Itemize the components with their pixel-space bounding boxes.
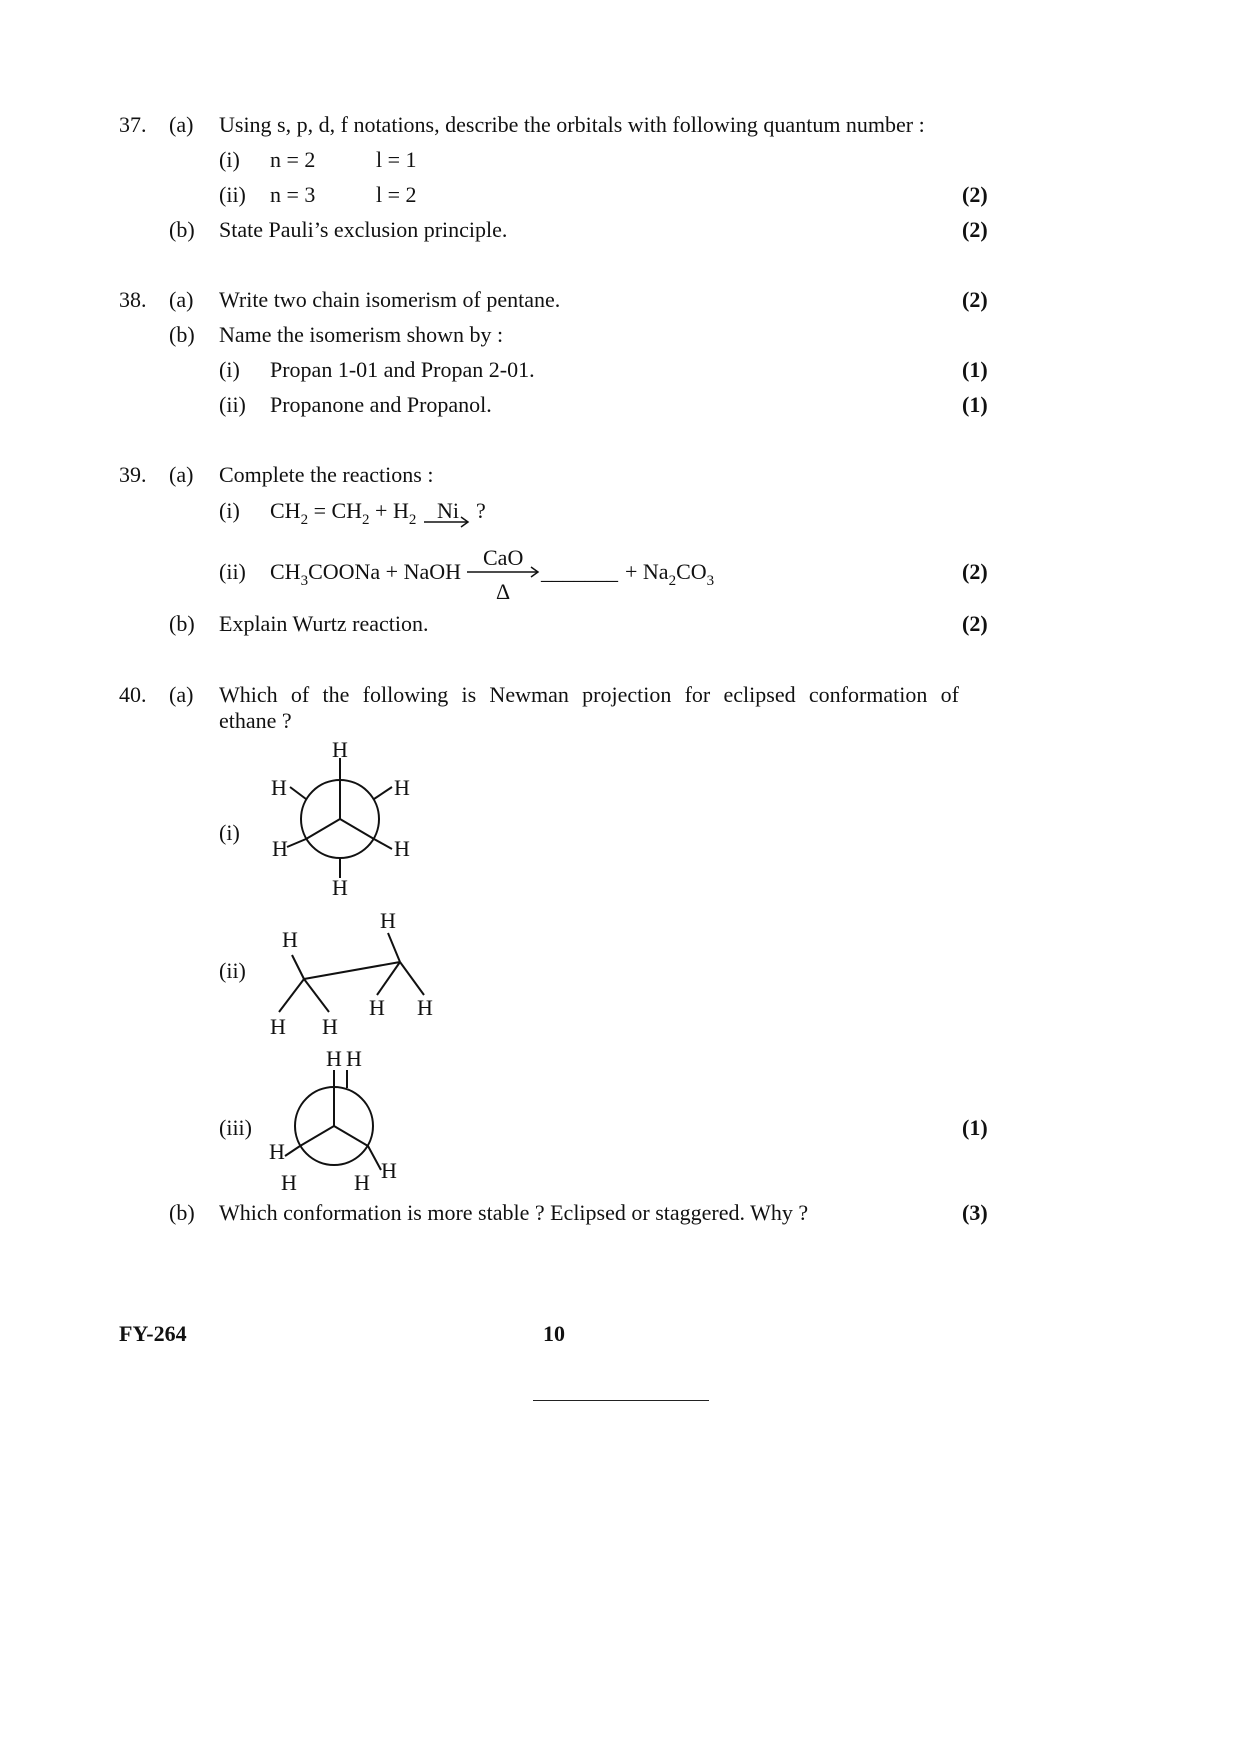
section-divider bbox=[533, 1400, 709, 1401]
marks: (2) bbox=[962, 611, 988, 636]
part-label: (a) bbox=[169, 462, 194, 487]
question-number: 40. bbox=[119, 682, 147, 707]
atom-label-h: H bbox=[332, 737, 348, 762]
atom-label-h: H bbox=[394, 775, 410, 800]
option-label: (i) bbox=[219, 820, 240, 845]
quantum-n: n = 2 bbox=[270, 147, 316, 172]
quantum-l: l = 2 bbox=[376, 182, 417, 207]
option-label: (iii) bbox=[219, 1115, 252, 1140]
marks: (2) bbox=[962, 217, 988, 242]
reaction-product: + $Na_2CO_3$ bbox=[625, 559, 715, 589]
question-number: 39. bbox=[119, 462, 147, 487]
question-text: Write two chain isomerism of pentane. bbox=[219, 287, 561, 312]
subpart-label: (i) bbox=[219, 147, 240, 172]
subpart-label: (ii) bbox=[219, 559, 246, 584]
part-label: (b) bbox=[169, 217, 195, 242]
subpart-label: (ii) bbox=[219, 392, 246, 417]
subpart-label: (ii) bbox=[219, 182, 246, 207]
part-label: (a) bbox=[169, 682, 194, 707]
atom-label-h: H bbox=[354, 1170, 370, 1195]
atom-label-h: H bbox=[282, 927, 298, 952]
reaction-condition: Δ bbox=[496, 579, 511, 604]
question-text: Using s, p, d, f notations, describe the orbitals with following quantum number : bbox=[219, 112, 925, 137]
answer-blank: _______ bbox=[541, 559, 618, 584]
atom-label-h: H bbox=[326, 1046, 342, 1071]
marks: (2) bbox=[962, 182, 988, 207]
atom-label-h: H bbox=[271, 775, 287, 800]
question-number: 38. bbox=[119, 287, 147, 312]
question-text: Name the isomerism shown by : bbox=[219, 322, 504, 347]
atom-label-h: H bbox=[281, 1170, 297, 1195]
reaction-equation: $CH_3COONa$ + NaOH bbox=[270, 559, 461, 589]
subpart-text: Propan 1-01 and Propan 2-01. bbox=[270, 357, 535, 382]
marks: (1) bbox=[962, 357, 988, 382]
question-text: Which conformation is more stable ? Eclipsed or staggered. Why ? bbox=[219, 1200, 809, 1225]
marks: (1) bbox=[962, 1115, 988, 1140]
subpart-text: Propanone and Propanol. bbox=[270, 392, 492, 417]
atom-label-h: H bbox=[394, 836, 410, 861]
reaction-catalyst: Ni bbox=[437, 498, 459, 523]
marks: (3) bbox=[962, 1200, 988, 1225]
part-label: (b) bbox=[169, 611, 195, 636]
quantum-l: l = 1 bbox=[376, 147, 417, 172]
question-text: Which of the following is Newman projection for eclipsed conformation of bbox=[219, 682, 959, 707]
question-text: Explain Wurtz reaction. bbox=[219, 611, 429, 636]
part-label: (b) bbox=[169, 322, 195, 347]
atom-label-h: H bbox=[380, 908, 396, 933]
atom-label-h: H bbox=[332, 875, 348, 900]
atom-label-h: H bbox=[369, 995, 385, 1020]
question-text-continued: ethane ? bbox=[219, 708, 292, 733]
part-label: (b) bbox=[169, 1200, 195, 1225]
atom-label-h: H bbox=[346, 1046, 362, 1071]
marks: (2) bbox=[962, 287, 988, 312]
subpart-label: (i) bbox=[219, 498, 240, 523]
atom-label-h: H bbox=[322, 1014, 338, 1039]
atom-label-h: H bbox=[272, 836, 288, 861]
question-text: Complete the reactions : bbox=[219, 462, 434, 487]
page-number: 10 bbox=[543, 1321, 565, 1346]
question-text: State Pauli’s exclusion principle. bbox=[219, 217, 508, 242]
option-label: (ii) bbox=[219, 958, 246, 983]
atom-label-h: H bbox=[269, 1139, 285, 1164]
reaction-reagent: CaO bbox=[483, 545, 524, 570]
marks: (2) bbox=[962, 559, 988, 584]
marks: (1) bbox=[962, 392, 988, 417]
reaction-equation: $CH_2 = CH_2 + H_2$ bbox=[270, 498, 417, 528]
paper-code: FY-264 bbox=[119, 1321, 187, 1346]
atom-label-h: H bbox=[270, 1014, 286, 1039]
atom-label-h: H bbox=[417, 995, 433, 1020]
part-label: (a) bbox=[169, 287, 194, 312]
quantum-n: n = 3 bbox=[270, 182, 316, 207]
part-label: (a) bbox=[169, 112, 194, 137]
question-number: 37. bbox=[119, 112, 147, 137]
atom-label-h: H bbox=[381, 1158, 397, 1183]
subpart-label: (i) bbox=[219, 357, 240, 382]
reaction-product-unknown: ? bbox=[476, 498, 486, 523]
